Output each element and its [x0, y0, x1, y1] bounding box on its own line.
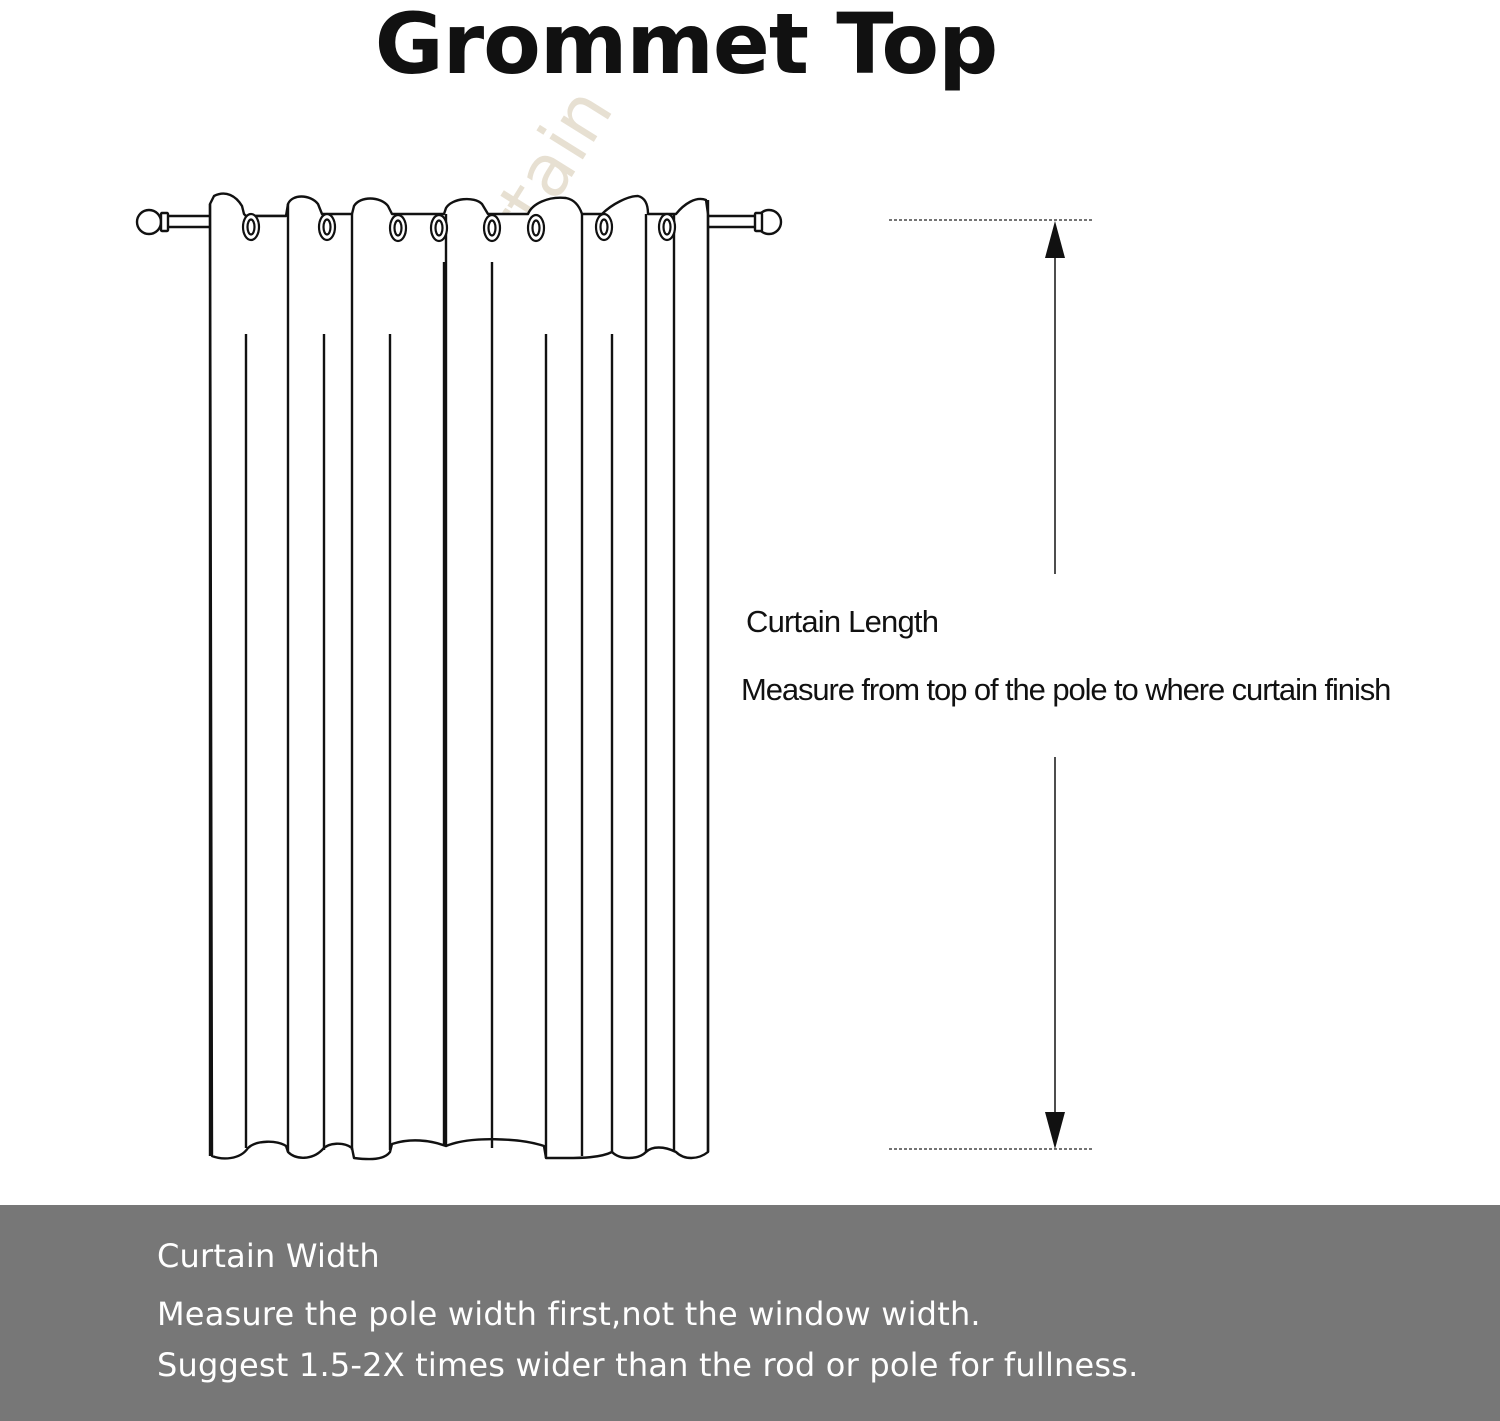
arrow-up-icon: [1045, 221, 1065, 258]
curtain-width-instruction: Measure the pole width first,not the window width.: [157, 1295, 981, 1333]
page-title: Grommet Top: [374, 0, 998, 93]
curtain-width-suggestion: Suggest 1.5-2X times wider than the rod or pole for fullness.: [157, 1346, 1139, 1384]
curtain-length-description: Measure from top of the pole to where curtain finish: [741, 672, 1391, 707]
arrow-down-icon: [1045, 1112, 1065, 1149]
curtain-length-label: Curtain Length: [746, 604, 939, 639]
curtain-width-label: Curtain Width: [157, 1237, 380, 1275]
curtain-panel: [210, 194, 708, 1160]
rod-finial-left: [137, 210, 161, 234]
